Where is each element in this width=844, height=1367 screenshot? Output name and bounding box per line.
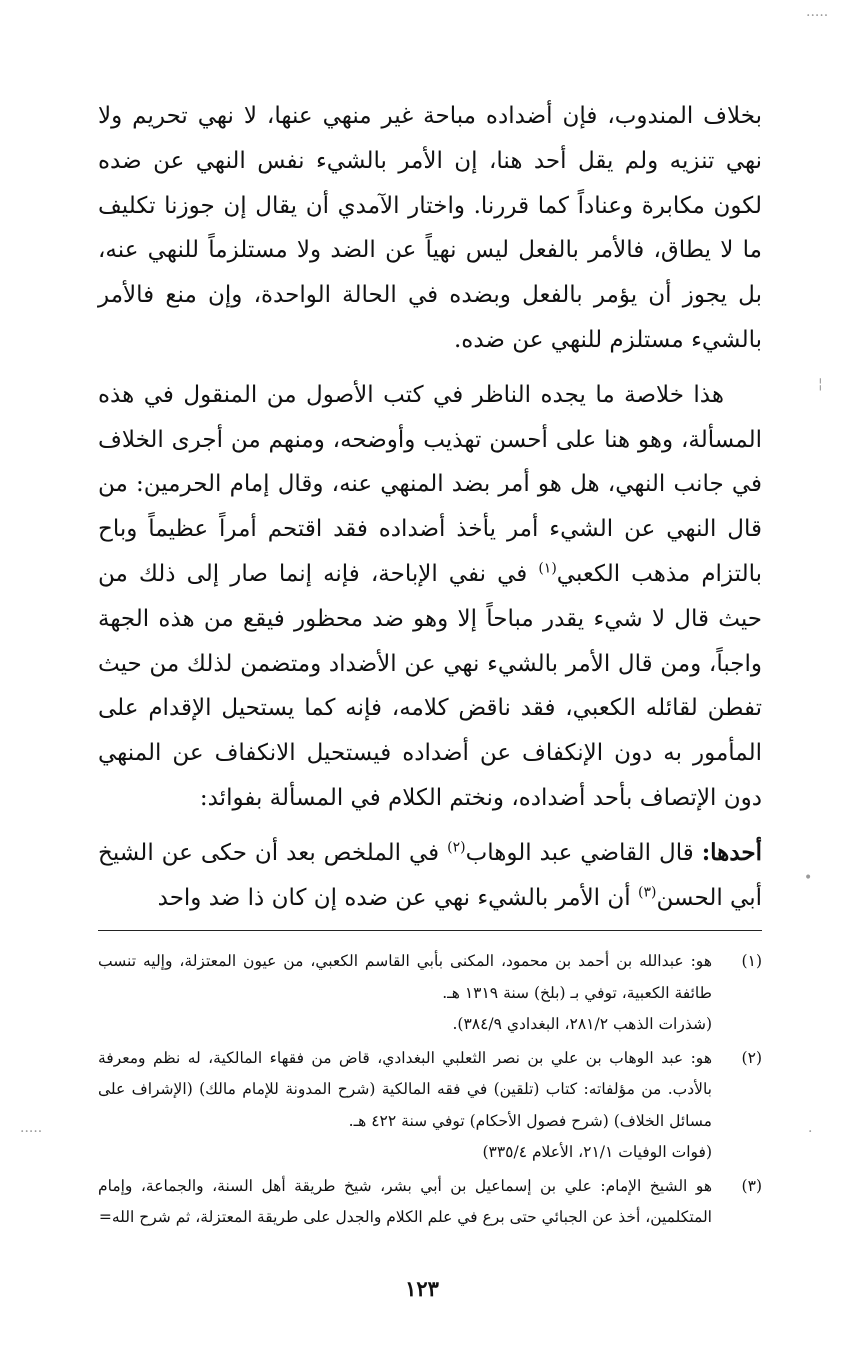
footnote-ref-3[interactable]: (٣): [637, 883, 657, 900]
footnote-text: هو: عبد الوهاب بن علي بن نصر الثعلبي البغدادي، قاض من فقهاء المالكية، له نظم ومعرفة بالأدب. من مؤلفاته: كتاب (تلقين) في فقه المالكية (شرح المدونة للإمام مالك) (الإشراف على مسائل الخلاف) (شرح فصول الأحكام) توفي سنة ٤٢٢ هـ.: [98, 1048, 712, 1130]
scan-mark-dot: •: [804, 870, 813, 886]
footnotes-block: [98, 946, 762, 1236]
scan-mark-top: .....: [806, 4, 829, 20]
paragraph-2: [98, 373, 762, 821]
footnote-ref-2[interactable]: (٢): [447, 839, 466, 856]
footnote-3: [98, 1171, 762, 1234]
footnote-number: (١): [741, 952, 762, 970]
scan-mark-right: ·: [808, 1124, 813, 1140]
footnote-ref-1[interactable]: (١): [538, 560, 557, 577]
scan-mark-left: ·····: [20, 1124, 43, 1140]
paragraph-3: [98, 831, 762, 921]
footnote-number: (٢): [741, 1048, 762, 1067]
footnote-separator: [98, 930, 762, 931]
paragraph-2-text-a: هذا خلاصة ما يجده الناظر في كتب الأصول من المنقول في هذه المسألة، وهو هنا على أحسن تهذيب وأوضحه، ومنهم من أجرى الخلاف في جانب النهي، هل هو أمر بضد المنهي عنه، وقال إمام الحرمين: من قال النهي عن الشيء أمر يأخذ أضداده فقد اقتحم أمراً عظيماً وباح بالتزام مذهب الكعبي: [98, 381, 762, 587]
paragraph-1: بخلاف المندوب، فإن أضداده مباحة غير منهي عنها، لا نهي تحريم ولا نهي تنزيه ولم يقل أحد هنا، إن الأمر بالشيء نفس النهي عن ضده لكون مكابرة وعناداً كما قررنا. واختار الآمدي أن يقال إن جوزنا تكليف ما لا يطاق، فالأمر بالفعل ليس نهياً عن الضد ولا مستلزماً للنهي عنه، بل يجوز أن يؤمر بالفعل وبضده في الحالة الواحدة، وإن منع فالأمر بالشيء مستلزم للنهي عن ضده.: [98, 103, 762, 353]
footnote-text: هو الشيخ الإمام: علي بن إسماعيل بن أبي بشر، شيخ طريقة أهل السنة، والجماعة، وإمام المتكلمين، أخذ عن الجبائي حتى برع في علم الكلام والجدل على طريقة المعتزلة، ثم شرح الله=: [98, 1176, 712, 1226]
footnote-number: (٣): [741, 1176, 762, 1195]
paragraph-3-lead: أحدها:: [701, 838, 762, 866]
footnote-text: هو: عبدالله بن أحمد بن محمود، المكنى بأبي القاسم الكعبي، من عيون المعتزلة، وإليه تنسب طائفة الكعبية، توفي بـ (بلخ) سنة ١٣١٩ هـ.: [98, 952, 712, 1002]
footnote-source: (فوات الوفيات ٢١/١، الأعلام ٣٣٥/٤): [482, 1143, 712, 1161]
paragraph-2-text-b: في نفي الإباحة، فإنه إنما صار إلى ذلك من حيث قال لا شيء يقدر مباحاً إلا وهو ضد محظور فيقع من هذه الجهة واجباً، ومن قال الأمر بالشيء نهي عن الأضداد ومتضمن لذلك من حيث تفطن لقائله الكعبي، فقد ناقض كلامه، فإنه كما يستحيل الإقدام على المأمور به دون الإنكفاف عن أضداده فيستحيل الانكفاف عن المنهي دون الإتصاف بأحد أضداده، ونختم الكلام في المسألة بفوائد:: [98, 560, 762, 811]
paragraph-3-text-c: أن الأمر بالشيء نهي عن ضده إن كان ذا ضد واحد: [157, 884, 638, 911]
footnote-source: (شذرات الذهب ٢٨١/٢، البغدادي ٣٨٤/٩).: [452, 1015, 712, 1033]
paragraph-3-text-b: في الملخص بعد أن حكى عن الشيخ أبي الحسن: [98, 839, 762, 911]
paragraph-3-text-a: قال القاضي عبد الوهاب: [465, 839, 702, 866]
footnote-1: [98, 946, 762, 1041]
footnote-2: [98, 1043, 762, 1169]
main-text-block: [98, 94, 762, 920]
page-number: ١٢٣: [405, 1276, 439, 1301]
scan-mark-margin: ¦: [818, 376, 823, 392]
